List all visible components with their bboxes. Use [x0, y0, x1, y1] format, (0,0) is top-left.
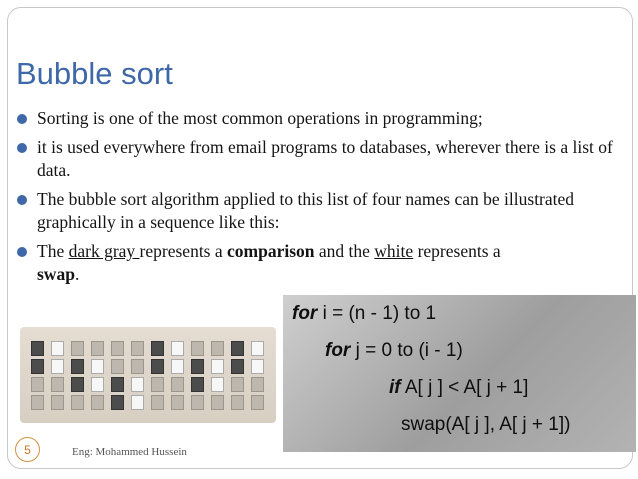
viz-step-column	[111, 341, 124, 413]
viz-cell	[51, 359, 64, 374]
viz-cell	[251, 377, 264, 392]
bullet-text-part: represents a	[139, 241, 228, 261]
slide-title: Bubble sort	[16, 56, 173, 91]
viz-step-column	[131, 341, 144, 413]
viz-step-column	[251, 341, 264, 413]
footer-author: Eng: Mohammed Hussein	[72, 446, 187, 458]
viz-cell	[91, 395, 104, 410]
dark-gray-term: dark gray	[68, 241, 140, 261]
viz-cell	[71, 359, 84, 374]
viz-cell	[131, 359, 144, 374]
code-line-3: if A[ j ] < A[ j + 1]	[389, 377, 529, 398]
viz-cell	[31, 359, 44, 374]
bullet-text-part: The	[37, 241, 69, 261]
viz-cell	[91, 377, 104, 392]
viz-cell	[251, 395, 264, 410]
viz-step-column	[71, 341, 84, 413]
viz-step-column	[51, 341, 64, 413]
bullet-dot-icon	[17, 195, 27, 205]
viz-step-column	[211, 341, 224, 413]
viz-cell	[91, 341, 104, 356]
viz-cell	[111, 341, 124, 356]
comparison-term: comparison	[227, 241, 315, 261]
bullet-text-part: and the	[314, 241, 375, 261]
viz-cell	[171, 341, 184, 356]
bullet-dot-icon	[17, 114, 27, 124]
viz-cell	[171, 359, 184, 374]
viz-cell	[191, 341, 204, 356]
viz-cell	[211, 359, 224, 374]
viz-cell	[211, 377, 224, 392]
viz-cell	[211, 395, 224, 410]
viz-cell	[111, 395, 124, 410]
code-line-2: for j = 0 to (i - 1)	[325, 340, 463, 361]
pseudocode-image	[283, 295, 636, 452]
viz-cell	[131, 377, 144, 392]
bullet-dot-icon	[17, 247, 27, 257]
viz-cell	[51, 377, 64, 392]
viz-cell	[71, 341, 84, 356]
viz-cell	[111, 377, 124, 392]
code-line-4: swap(A[ j ], A[ j + 1])	[401, 414, 571, 435]
code-line-1: for i = (n - 1) to 1	[292, 303, 437, 324]
viz-cell	[191, 359, 204, 374]
viz-cell	[91, 359, 104, 374]
bullet-list	[15, 107, 615, 292]
viz-cell	[131, 341, 144, 356]
viz-cell	[31, 395, 44, 410]
viz-step-column	[231, 341, 244, 413]
bullet-item	[15, 188, 615, 234]
bullet-item	[15, 240, 615, 286]
white-term: white	[374, 241, 414, 261]
viz-cell	[151, 341, 164, 356]
swap-term: swap	[37, 264, 75, 284]
viz-cell	[151, 377, 164, 392]
viz-cell	[131, 395, 144, 410]
viz-step-column	[31, 341, 44, 413]
viz-cell	[151, 359, 164, 374]
page-number-badge: 5	[15, 437, 40, 462]
viz-cell	[231, 395, 244, 410]
viz-cell	[191, 377, 204, 392]
viz-cell	[231, 359, 244, 374]
viz-cell	[231, 341, 244, 356]
viz-cell	[151, 395, 164, 410]
bullet-text: it is used everywhere from email programs to databases, wherever there is a list of data.	[37, 137, 613, 180]
viz-cell	[251, 341, 264, 356]
viz-step-column	[151, 341, 164, 413]
viz-cell	[251, 359, 264, 374]
bubble-sort-visualization	[20, 327, 276, 423]
viz-cell	[71, 395, 84, 410]
bullet-dot-icon	[17, 143, 27, 153]
bullet-text-part: represents a	[413, 241, 501, 261]
viz-cell	[211, 341, 224, 356]
bullet-text-part: .	[74, 264, 80, 284]
viz-cell	[31, 341, 44, 356]
viz-cell	[171, 377, 184, 392]
viz-cell	[31, 377, 44, 392]
bullet-text: Sorting is one of the most common operations in programming;	[37, 108, 483, 128]
viz-cell	[51, 395, 64, 410]
viz-step-column	[91, 341, 104, 413]
bullet-item	[15, 107, 615, 130]
viz-step-column	[191, 341, 204, 413]
viz-cell	[111, 359, 124, 374]
viz-cell	[171, 395, 184, 410]
viz-cell	[231, 377, 244, 392]
bullet-item	[15, 136, 615, 182]
bullet-text: The bubble sort algorithm applied to this list of four names can be illustrated graphically in a sequence like this:	[37, 189, 575, 232]
viz-cell	[51, 341, 64, 356]
viz-cell	[191, 395, 204, 410]
viz-cell	[71, 377, 84, 392]
viz-step-column	[171, 341, 184, 413]
